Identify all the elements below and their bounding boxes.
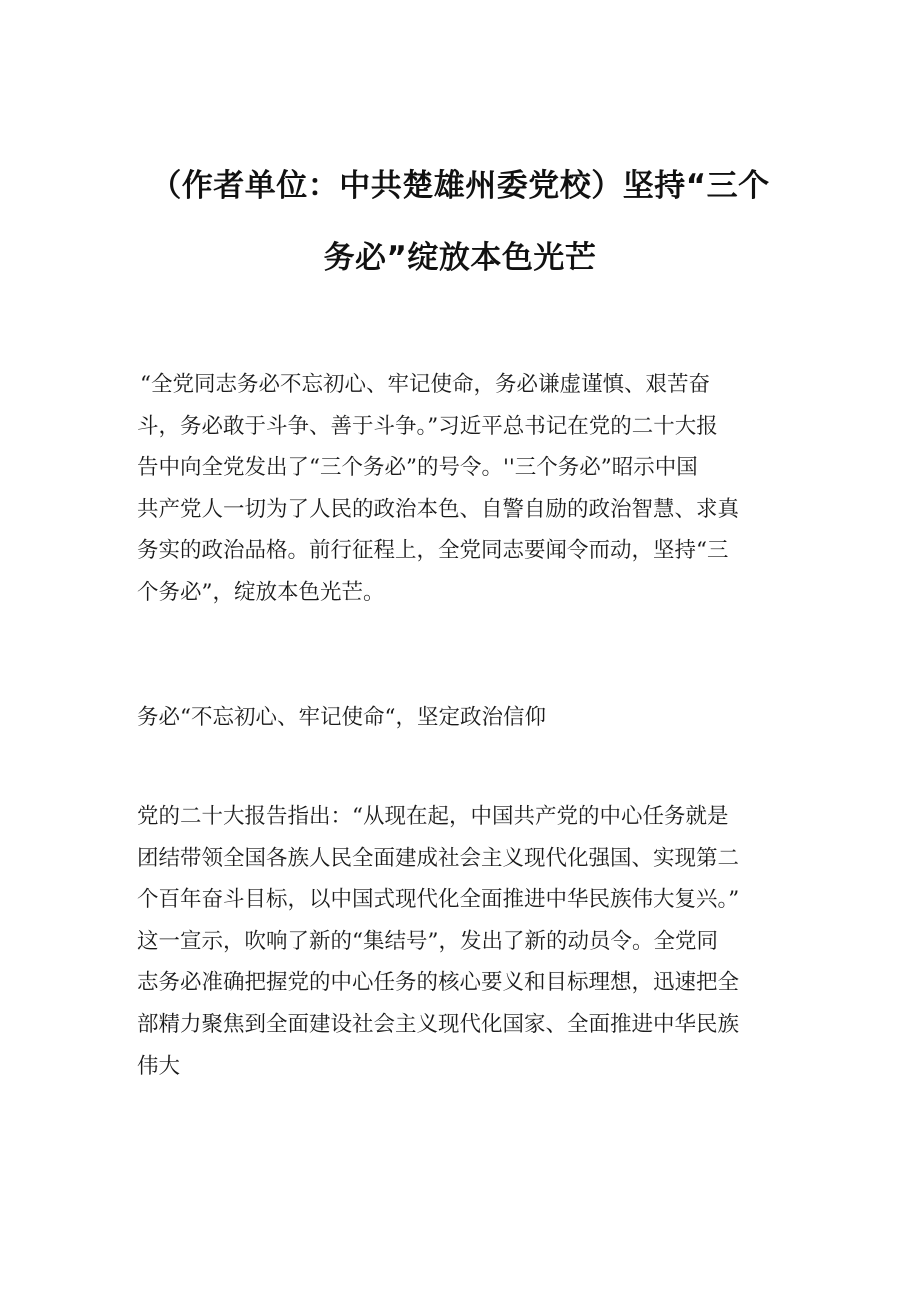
intro-paragraph [137,364,787,613]
paragraph-line: 志务必准确把握党的中心任务的核心要义和目标理想，迅速把全 [137,970,740,996]
document-title [100,150,820,294]
paragraph-line: 团结带领全国各族人民全面建成社会主义现代化强国、实现第二 [137,845,740,871]
paragraph-line: 告中向全党发出了“三个务必”的号令。''三个务必”昭示中国 [137,455,698,480]
section-heading: 务必“不忘初心、牢记使命“，坚定政治信仰 [137,705,546,730]
paragraph-line: 这一宣示，吹响了新的“集结号”，发出了新的动员令。全党同 [137,928,718,954]
paragraph-line: 伟大 [137,1053,181,1079]
paragraph-line: 个务必”，绽放本色光芒。 [137,579,385,605]
paragraph-line: 斗，务必敢于斗争、善于斗争。”习近平总书记在党的二十大报 [137,413,718,439]
paragraph-line: “全党同志务必不忘初心、牢记使命，务必谦虚谨慎、艰苦奋 [140,372,710,397]
paragraph-line: 个百年奋斗目标，以中国式现代化全面推进中华民族伟大复兴。” [137,887,740,913]
paragraph-line: 共产党人一切为了人民的政治本色、自警自励的政治智慧、求真 [137,496,740,522]
paragraph-line: 务实的政治品格。前行征程上，全党同志要闻令而动，坚持“三 [137,538,729,563]
paragraph-line: 党的二十大报告指出：“从现在起，中国共产党的中心任务就是 [137,804,729,829]
paragraph-line: 部精力聚焦到全面建设社会主义现代化国家、全面推进中华民族 [137,1011,740,1037]
title-line: 务必”绽放本色光芒 [323,240,597,276]
section-paragraph [137,796,797,1087]
title-line: （作者单位：中共楚雄州委党校）坚持“三个 [150,168,770,204]
